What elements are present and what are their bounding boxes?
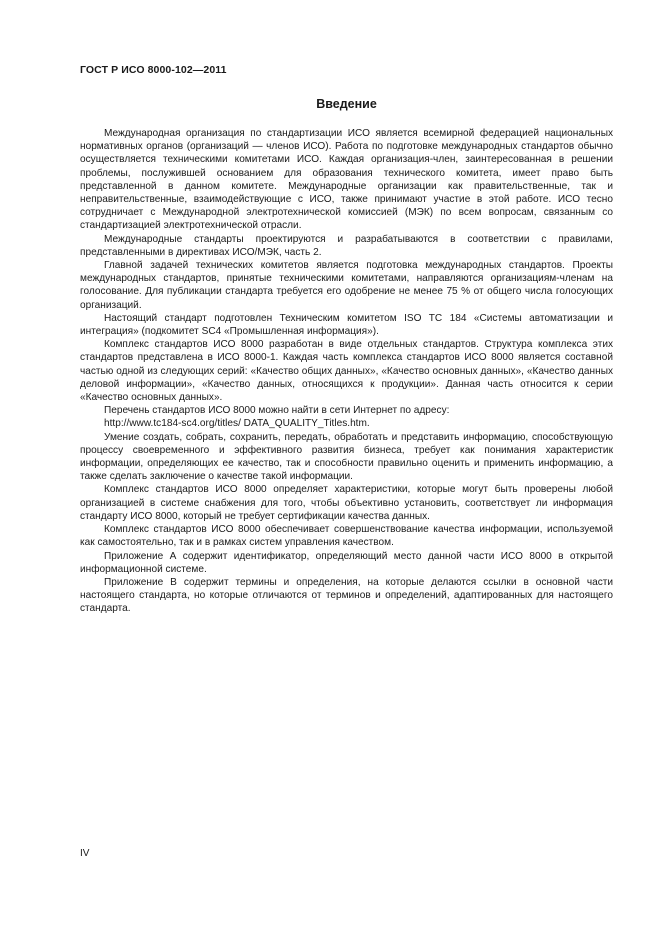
paragraph-iso8000-structure: Комплекс стандартов ИСО 8000 разработан в виде отдельных стандартов. Структура комплекса этих стандартов представлена в ИСО 8000-1. Каждая часть комплекса стандартов ИСО 8000 является составной частью одной из следующих серий: «Качество общих данных», «Качество основных данных», «Качество данных деловой информации», «Качество данных, относящихся к продукции». Данная часть относится к серии «Качество основных данных». (80, 339, 613, 404)
page-number: IV (80, 848, 90, 859)
paragraph-internet-list: Перечень стандартов ИСО 8000 можно найти в сети Интернет по адресу: (104, 405, 450, 417)
paragraph-technical-committees: Главной задачей технических комитетов является подготовка международных стандартов. Проекты международных стандартов, принятые техническими комитетами, направляются организациям-членам на голосование. Для публикации стандарта требуется его одобрение не менее 75 % от общего числа голосующих организаций. (80, 260, 613, 311)
paragraph-iso-organization: Международная организация по стандартизации ИСО является всемирной федерацией национальных нормативных органов (организаций — членов ИСО). Работа по подготовке международных стандартов обычно осуществляется техническими комитетами ИСО. Каждая организация-член, заинтересованная в решении проблемы, послужившей основанием для образования технического комитета, имеет право быть представленной в данном комитете. Международные организации как правительственные, так и неправительственные, взаимодействующие с ИСО, также принимают участие в этой работе. ИСО тесно сотрудничает с Международной электротехнической комиссией (МЭК) по всем вопросам, связанным со стандартизацией электротехнической отрасли. (80, 128, 613, 232)
introduction-body (80, 127, 613, 616)
paragraph-prepared-by: Настоящий стандарт подготовлен Техническим комитетом ISO TC 184 «Системы автоматизации и интеграция» (подкомитет SC4 «Промышленная информация»). (80, 312, 613, 338)
paragraph-information-skills: Умение создать, собрать, сохранить, передать, обработать и представить информацию, способствующую процессу своевременного и эффективного развития бизнеса, требует как понимания характеристик информации, определяющих ее качество, так и способности правильно оценить и применить информацию, а также сделать заключение о качестве такой информации. (80, 431, 613, 483)
paragraph-url: http://www.tc184-sc4.org/titles/ DATA_QUALITY_Titles.htm. (104, 418, 370, 430)
standard-code-header: ГОСТ Р ИСО 8000-102—2011 (80, 64, 227, 76)
paragraph-annex-a: Приложение А содержит идентификатор, определяющий место данной части ИСО 8000 в открытой информационной системе. (80, 550, 613, 575)
paragraph-annex-b: Приложение В содержит термины и определения, на которые делаются ссылки в основной части настоящего стандарта, но которые отличаются от терминов и определений, адаптированных для настоящего стандарта. (80, 576, 613, 615)
paragraph-directives: Международные стандарты проектируются и разрабатываются в соответствии с правилами, представленными в директивах ИСО/МЭК, часть 2. (80, 233, 613, 258)
paragraph-quality-improvement: Комплекс стандартов ИСО 8000 обеспечивает совершенствование качества информации, используемой как самостоятельно, так и в рамках систем управления качеством. (80, 524, 613, 549)
paragraph-characteristics: Комплекс стандартов ИСО 8000 определяет характеристики, которые могут быть проверены любой организацией в системе снабжения для того, чтобы объективно установить, соответствует ли информация стандарту ИСО 8000, который не требует сертификации качества данных. (80, 484, 613, 522)
section-title: Введение (316, 97, 377, 111)
